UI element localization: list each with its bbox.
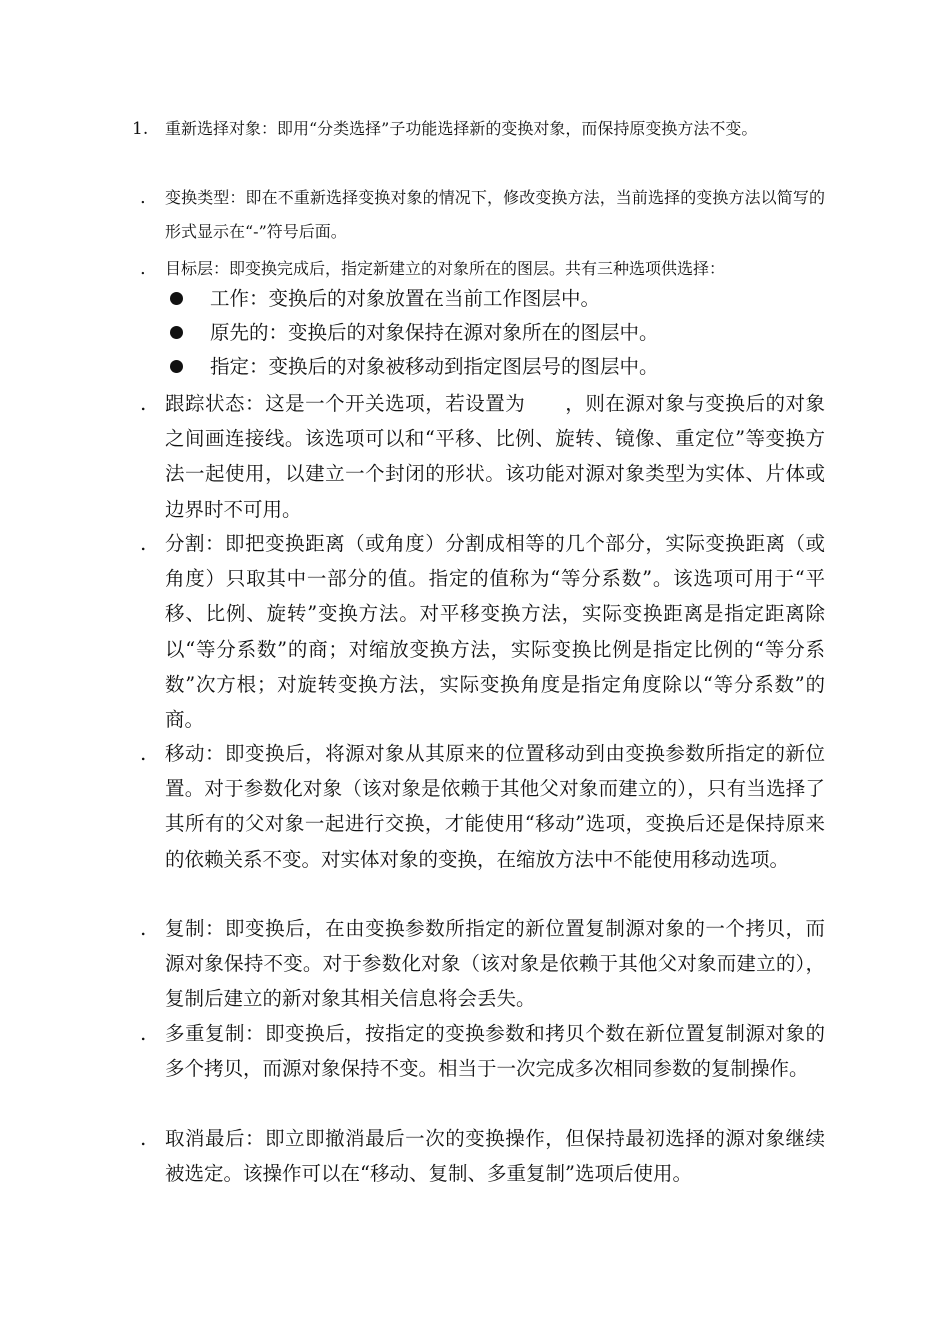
list-marker: . (140, 1126, 147, 1150)
list-item-text: 移动：即变换后，将源对象从其原来的位置移动到由变换参数所指定的新位置。对于参数化对象（该对象是依赖于其他父对象而建立的），只有当选择了其所有的父对象一起进行交换，才能使用“移动”选项，变换后还是保持原来的依赖关系不变。对实体对象的变换，在缩放方法中不能使用移动选项。 (165, 742, 825, 871)
list-item-text: 变换类型：即在不重新选择变换对象的情况下，修改变换方法，当前选择的变换方法以简写的形式显示在“-”符号后面。 (165, 188, 825, 241)
list-item-text: 取消最后：即立即撤消最后一次的变换操作，但保持最初选择的源对象继续被选定。该操作可以在“移动、复制、多重复制”选项后使用。 (165, 1127, 825, 1186)
sub-list-item-text: 指定：变换后的对象被移动到指定图层号的图层中。 (210, 355, 659, 378)
list-item-text: 目标层：即变换完成后，指定新建立的对象所在的图层。共有三种选项供选择： (165, 259, 726, 278)
sub-list-item-text: 原先的：变换后的对象保持在源对象所在的图层中。 (210, 321, 659, 344)
list-item-text: 重新选择对象：即用“分类选择”子功能选择新的变换对象，而保持原变换方法不变。 (165, 119, 758, 138)
sub-list-item-text: 工作：变换后的对象放置在当前工作图层中。 (210, 287, 601, 310)
list-marker: . (140, 1021, 147, 1045)
bullet-icon (170, 292, 183, 305)
list-marker: . (140, 916, 147, 940)
list-marker: . (140, 741, 147, 765)
list-item-text: 复制：即变换后，在由变换参数所指定的新位置复制源对象的一个拷贝，而源对象保持不变。对于参数化对象（该对象是依赖于其他父对象而建立的），复制后建立的新对象其相关信息将会丢失。 (165, 917, 825, 1011)
list-marker: . (140, 258, 146, 279)
list-item-text: 跟踪状态：这是一个开关选项，若设置为 ，则在源对象与变换后的对象之间画连接线。该选项可以和“平移、比例、旋转、镜像、重定位”等变换方法一起使用，以建立一个封闭的形状。该功能对源对象类型为实体、片体或边界时不可用。 (165, 392, 825, 521)
bullet-icon (170, 326, 183, 339)
list-item-text: 多重复制：即变换后，按指定的变换参数和拷贝个数在新位置复制源对象的多个拷贝，而源对象保持不变。相当于一次完成多次相同参数的复制操作。 (165, 1022, 825, 1081)
bullet-icon (170, 360, 183, 373)
list-marker: . (140, 531, 147, 555)
list-marker: . (140, 187, 146, 208)
list-marker: . (140, 391, 147, 415)
list-marker: 1. (132, 119, 149, 139)
list-item-text: 分割：即把变换距离（或角度）分割成相等的几个部分，实际变换距离（或角度）只取其中一部分的值。指定的值称为“等分系数”。该选项可用于“平移、比例、旋转”变换方法。对平移变换方法，实际变换距离是指定距离除以“等分系数”的商；对缩放变换方法，实际变换比例是指定比例的“等分系数”次方根；对旋转变换方法，实际变换角度是指定角度除以“等分系数”的商。 (165, 532, 825, 732)
